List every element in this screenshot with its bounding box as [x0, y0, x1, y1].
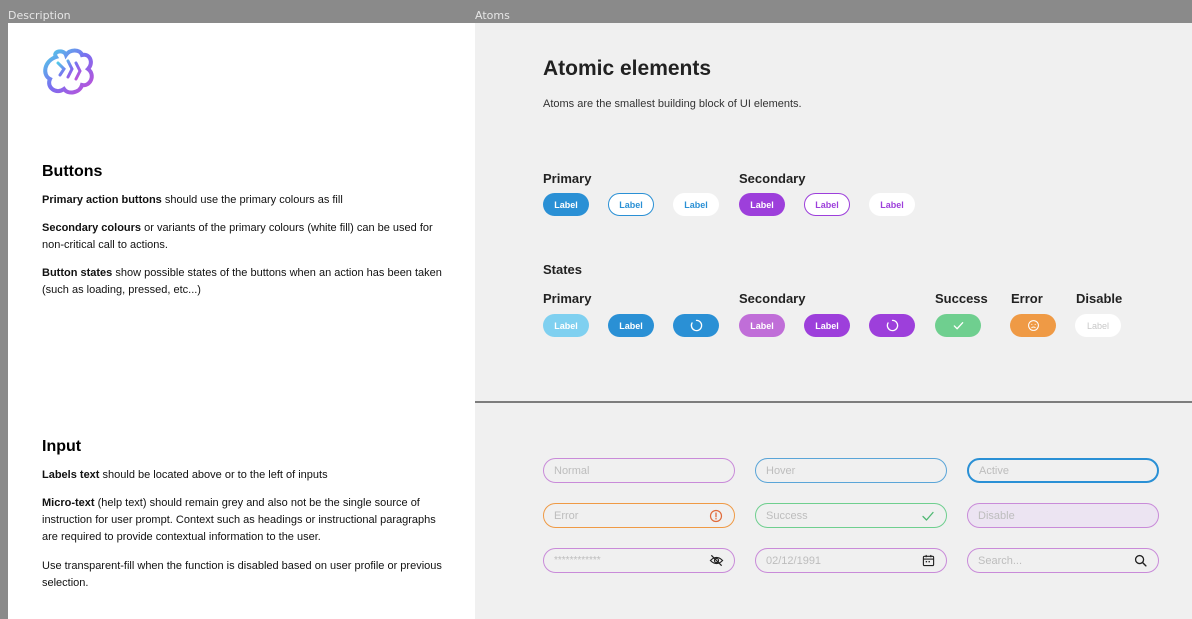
hover-input-placeholder: Hover — [766, 464, 796, 477]
secondary-text-button[interactable]: Label — [869, 193, 915, 216]
section-divider — [475, 401, 1192, 403]
page-title: Atomic elements — [543, 57, 712, 80]
active-input[interactable] — [967, 458, 1159, 483]
atoms-panel — [475, 23, 1192, 619]
primary-text-button[interactable]: Label — [673, 193, 719, 216]
buttons-paragraph-2: Secondary colours or variants of the primary colours (white fill) can be used for non-critical call to actions. — [42, 222, 433, 251]
input-heading: Input — [42, 438, 82, 455]
input-paragraph-2: Micro-text (help text) should remain grey and also not be the single source of instruction for user prompt. Context such as headings or instructional paragraphs are required to provide contextual information to the user. — [42, 497, 436, 543]
checkmark-icon — [952, 319, 965, 332]
input-paragraph-3: Use transparent-fill when the function is disabled based on user profile or previous selection. — [42, 560, 442, 589]
loading-spinner-icon — [886, 319, 899, 332]
primary-loading-button[interactable] — [673, 314, 719, 337]
password-input[interactable] — [543, 548, 735, 573]
error-button[interactable] — [1010, 314, 1056, 337]
date-input[interactable] — [755, 548, 947, 573]
error-input-placeholder: Error — [554, 509, 579, 522]
calendar-icon[interactable] — [920, 553, 936, 569]
search-icon[interactable] — [1132, 553, 1148, 569]
sad-face-icon — [1027, 319, 1040, 332]
brand-logo-icon — [42, 47, 98, 97]
hover-input[interactable] — [755, 458, 947, 483]
error-icon — [708, 508, 724, 524]
search-input-placeholder: Search... — [978, 554, 1023, 567]
states-secondary-heading: Secondary — [739, 291, 806, 306]
secondary-filled-button[interactable]: Label — [739, 193, 785, 216]
states-primary-heading: Primary — [543, 291, 592, 306]
secondary-heading: Secondary — [739, 171, 806, 186]
buttons-heading: Buttons — [42, 163, 103, 180]
active-input-placeholder: Active — [979, 464, 1009, 477]
normal-input[interactable] — [543, 458, 735, 483]
frame-label-atoms: Atoms — [475, 9, 510, 22]
secondary-outline-button[interactable]: Label — [804, 193, 850, 216]
frame-label-description: Description — [8, 9, 71, 22]
disabled-input — [967, 503, 1159, 528]
states-error-heading: Error — [1011, 291, 1043, 306]
buttons-paragraph-3: Button states show possible states of the buttons when an action has been taken (such as loading, pressed, etc...) — [42, 267, 442, 296]
loading-spinner-icon — [690, 319, 703, 332]
disabled-input-placeholder: Disable — [978, 509, 1015, 522]
states-success-heading: Success — [935, 291, 988, 306]
primary-hover-button[interactable]: Label — [543, 314, 589, 337]
success-input-placeholder: Success — [766, 509, 808, 522]
search-input[interactable] — [967, 548, 1159, 573]
secondary-loading-button[interactable] — [869, 314, 915, 337]
page-subtitle: Atoms are the smallest building block of UI elements. — [543, 98, 802, 110]
states-heading: States — [543, 262, 583, 277]
description-panel — [8, 23, 475, 619]
buttons-paragraph-1: Primary action buttons should use the primary colours as fill — [42, 194, 343, 206]
primary-pressed-button[interactable]: Label — [608, 314, 654, 337]
secondary-hover-button[interactable]: Label — [739, 314, 785, 337]
password-input-value: ************ — [554, 555, 601, 566]
eye-off-icon[interactable] — [708, 553, 724, 569]
input-paragraph-1: Labels text should be located above or to the left of inputs — [42, 469, 328, 481]
states-disable-heading: Disable — [1076, 291, 1123, 306]
primary-filled-button[interactable]: Label — [543, 193, 589, 216]
secondary-pressed-button[interactable]: Label — [804, 314, 850, 337]
primary-heading: Primary — [543, 171, 592, 186]
error-input[interactable] — [543, 503, 735, 528]
disabled-button: Label — [1075, 314, 1121, 337]
success-button[interactable] — [935, 314, 981, 337]
success-input[interactable] — [755, 503, 947, 528]
normal-input-placeholder: Normal — [554, 464, 590, 477]
date-input-value: 02/12/1991 — [766, 554, 822, 567]
checkmark-icon — [920, 508, 936, 524]
primary-outline-button[interactable]: Label — [608, 193, 654, 216]
